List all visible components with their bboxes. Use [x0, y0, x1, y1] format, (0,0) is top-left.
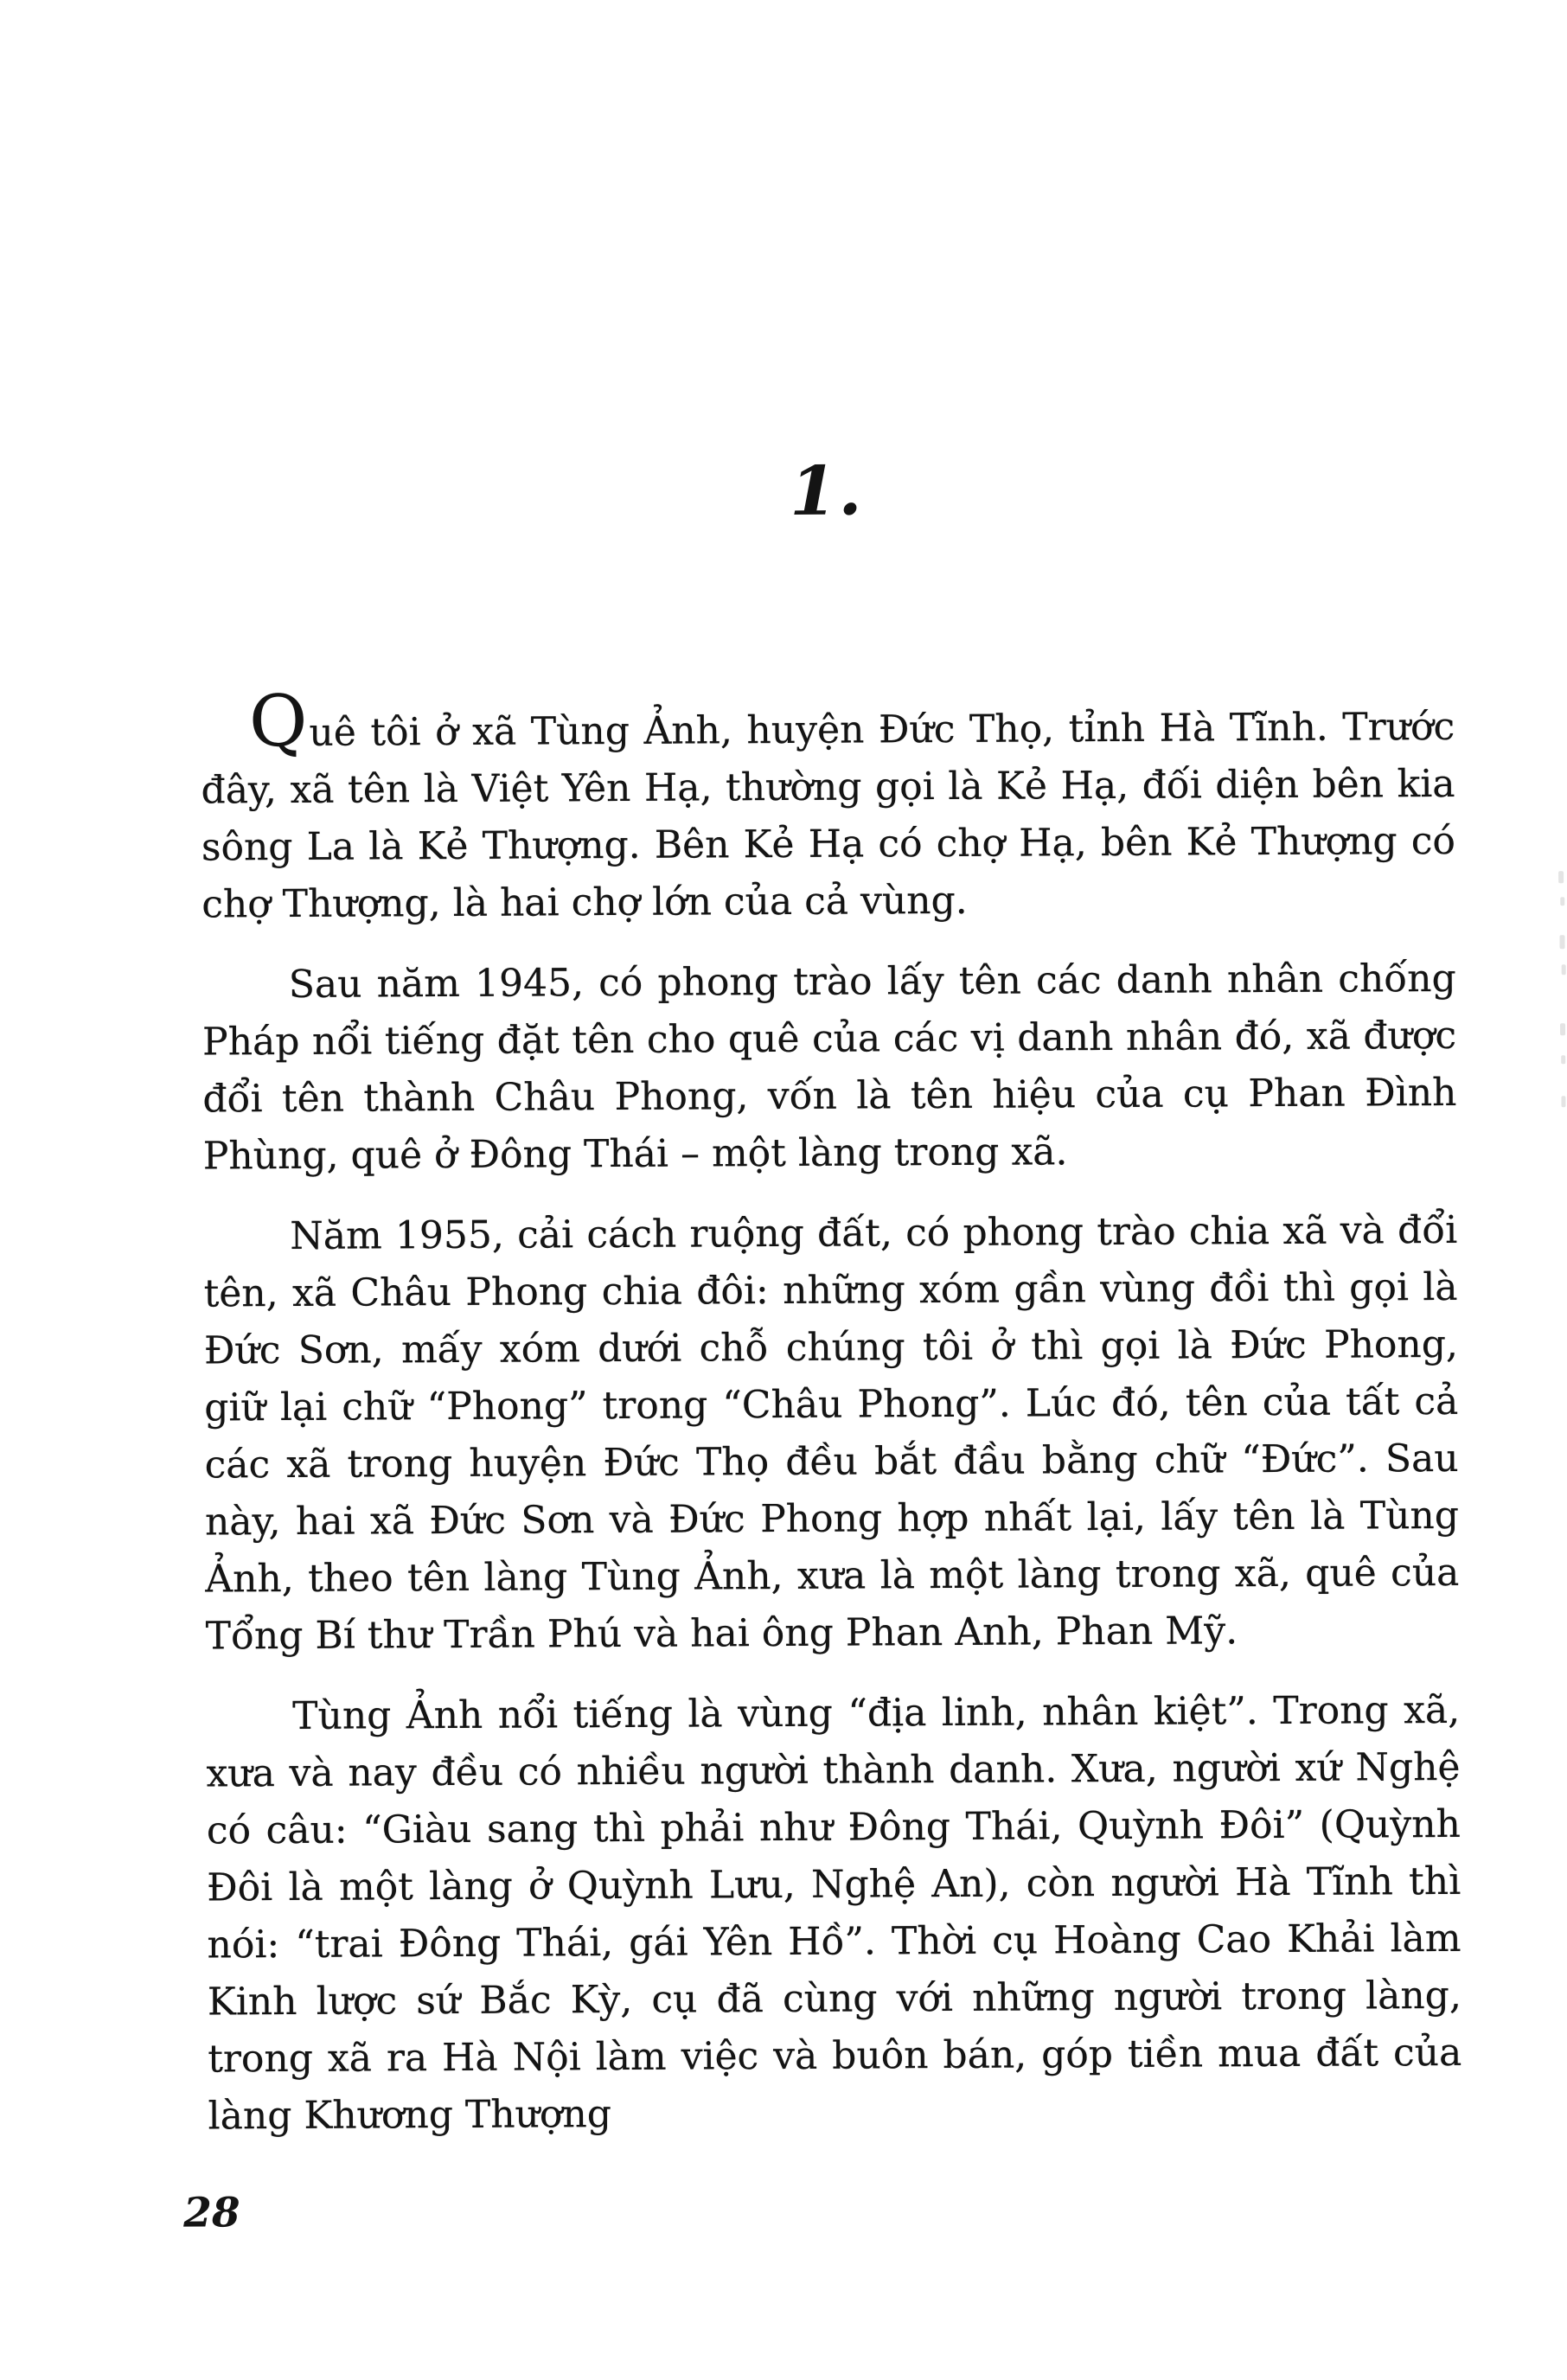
scan-artifact [1561, 1096, 1565, 1107]
scan-artifact [1559, 935, 1564, 949]
scan-artifact [1558, 871, 1564, 883]
paragraph-3: Năm 1955, cải cách ruộng đất, có phong trào chia xã và đổi tên, xã Châu Phong chia đôi: những xóm gần vùng đồi thì gọi là Đức Sơn, mấy xóm dưới chỗ chúng tôi ở thì gọi là Đức Phong, giữ lại chữ “Phong” trong “Châu Phong”. Lúc đó, tên của tất cả các xã trong huyện Đức Thọ đều bắt đầu bằng chữ “Đức”. Sau này, hai xã Đức Sơn và Đức Phong hợp nhất lại, lấy tên là Tùng Ảnh, theo tên làng Tùng Ảnh, xưa là một làng trong xã, quê của Tổng Bí thư Trần Phú và hai ông Phan Anh, Phan Mỹ. [203, 1207, 1460, 1659]
scan-artifact [1561, 1055, 1565, 1064]
scan-edge-artifacts [0, 0, 1561, 4]
body-text [201, 680, 1462, 2169]
scan-artifact [1560, 1023, 1565, 1035]
paragraph-1-text: uê tôi ở xã Tùng Ảnh, huyện Đức Thọ, tỉnh Hà Tĩnh. Trước đây, xã tên là Việt Yên Hạ, thường gọi là Kẻ Hạ, đối diện bên kia sông La là Kẻ Thượng. Bên Kẻ Hạ có chợ Hạ, bên Kẻ Thượng có chợ Thượng, là hai chợ lớn của cả vùng. [201, 704, 1456, 927]
scan-artifact [1562, 964, 1566, 975]
paragraph-1 [201, 680, 1456, 934]
scan-artifact [1560, 897, 1564, 905]
page-number: 28 [183, 2189, 240, 2237]
chapter-number: 1. [789, 451, 864, 531]
paragraph-2: Sau năm 1945, có phong trào lấy tên các danh nhân chống Pháp nổi tiếng đặt tên cho quê của các vị danh nhân đó, xã được đổi tên thành Châu Phong, vốn là tên hiệu của cụ Phan Đình Phùng, quê ở Đông Thái – một làng trong xã. [201, 956, 1457, 1179]
initial-capital: Q [248, 680, 310, 764]
paragraph-4: Tùng Ảnh nổi tiếng là vùng “địa linh, nhân kiệt”. Trong xã, xưa và nay đều có nhiều người thành danh. Xưa, người xứ Nghệ có câu: “Giàu sang thì phải như Đông Thái, Quỳnh Đôi” (Quỳnh Đôi là một làng ở Quỳnh Lưu, Nghệ An), còn người Hà Tĩnh thì nói: “trai Đông Thái, gái Yên Hồ”. Thời cụ Hoàng Cao Khải làm Kinh lược sứ Bắc Kỳ, cụ đã cùng với những người trong làng, trong xã ra Hà Nội làm việc và buôn bán, góp tiền mua đất của làng Khương Thượng [206, 1687, 1462, 2139]
